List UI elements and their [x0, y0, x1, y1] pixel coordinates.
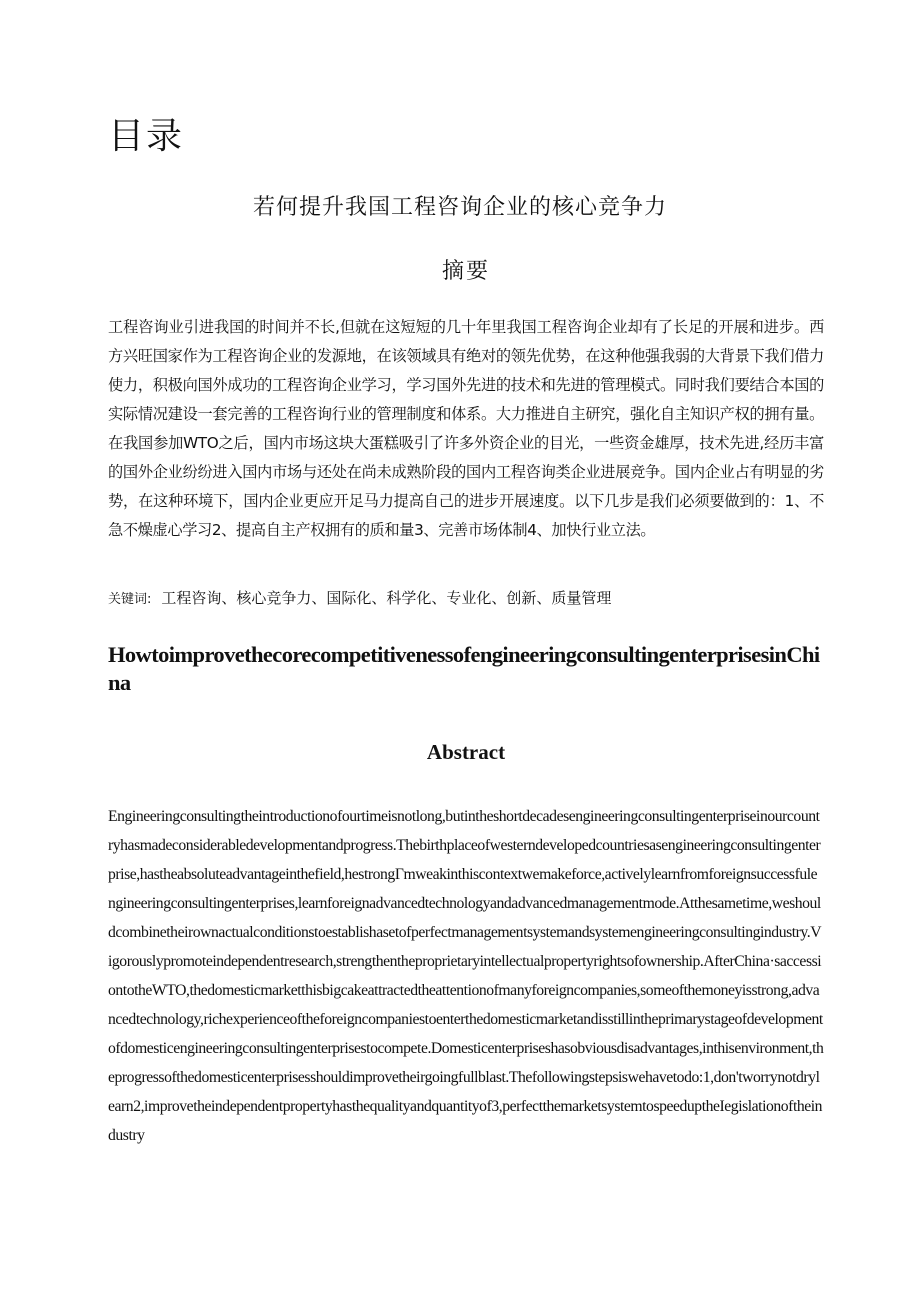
keywords-line — [108, 584, 611, 614]
english-title: HowtoimprovethecorecompetitivenessofengineeringconsultingenterprisesinChina — [108, 642, 820, 695]
keywords-label: 关键词: — [108, 592, 152, 607]
chinese-title: 若何提升我国工程咨询企业的核心竞争力 — [252, 195, 667, 220]
english-abstract-body: Engineeringconsultingtheintroductionofourtimeisnotlong,butintheshortdecadesengineeringconsultingenterpriseinourcountryhasmadeconsiderabledevelopmentandprogress.Thebirthplaceofwesterndevelopedcountriesasengineeringconsultingenterprise,hastheabsoluteadvantageinthefield,hestrongΓmweakinthiscontextwemakeforce,activelylearnfromforeignsuccessfulengineeringconsultingenterprises,learnforeignadvancedtechnologyandadvancedmanagementmode.Atthesametime,weshouldcombinetheirownactualconditionstoestablishasetofperfectmanagementsystemandsystemengineeringconsultingindustry.Vigorouslypromoteindependentresearch,strengthentheproprietaryintellectualpropertyrightsofownership.AfterChina·saccessiontotheWTO,thedomesticmarketthisbigcakeattractedtheattentionofmanyforeigncompanies,someofthemoneyisstrong,advancedtechnology,richexperienceoftheforeigncompaniestoenterthedomesticmarketandisstillintheprimarystageofdevelopmentofdomesticengineeringconsultingenterprisestocompete.Domesticenterpriseshasobviousdisadvantages,inthisenvironment,theprogressofthedomesticenterprisesshouldimprovetheirgoingfullblast.Thefollowingstepsiswehavetodo:1,don'tworrynotdrylearn2,improvetheindependentpropertyhasthequalityandquantityof3,perfectthemarketsystemtospeeduptheIegislationoftheindustry — [108, 808, 824, 1144]
keywords-list: 工程咨询、核心竞争力、国际化、科学化、专业化、创新、质量管理 — [161, 589, 612, 607]
chinese-abstract-body: 工程咨询业引进我国的时间并不长,但就在这短短的几十年里我国工程咨询企业却有了长足的开展和进步。西方兴旺国家作为工程咨询企业的发源地，在该领域具有绝对的领先优势，在这种他强我弱的大背景下我们借力使力，积极向国外成功的工程咨询企业学习，学习国外先进的技术和先进的管理模式。同时我们要结合本国的实际情况建设一套完善的工程咨询行业的管理制度和体系。大力推进自主研究，强化自主知识产权的拥有量。在我国参加WTO之后，国内市场这块大蛋糕吸引了许多外资企业的目光，一些资金雄厚，技术先进,经历丰富的国外企业纷纷进入国内市场与还处在尚未成熟阶段的国内工程咨询类企业进展竞争。国内企业占有明显的劣势，在这种环境下，国内企业更应开足马力提高自己的进步开展速度。以下几步是我们必须要做到的：1、不急不燥虚心学习2、提高自主产权拥有的质和量3、完善市场体制4、加快行业立法。 — [108, 318, 824, 539]
toc-title: 目录 — [108, 116, 185, 157]
chinese-abstract-heading: 摘要 — [441, 259, 490, 284]
english-abstract-heading: Abstract — [426, 740, 506, 764]
